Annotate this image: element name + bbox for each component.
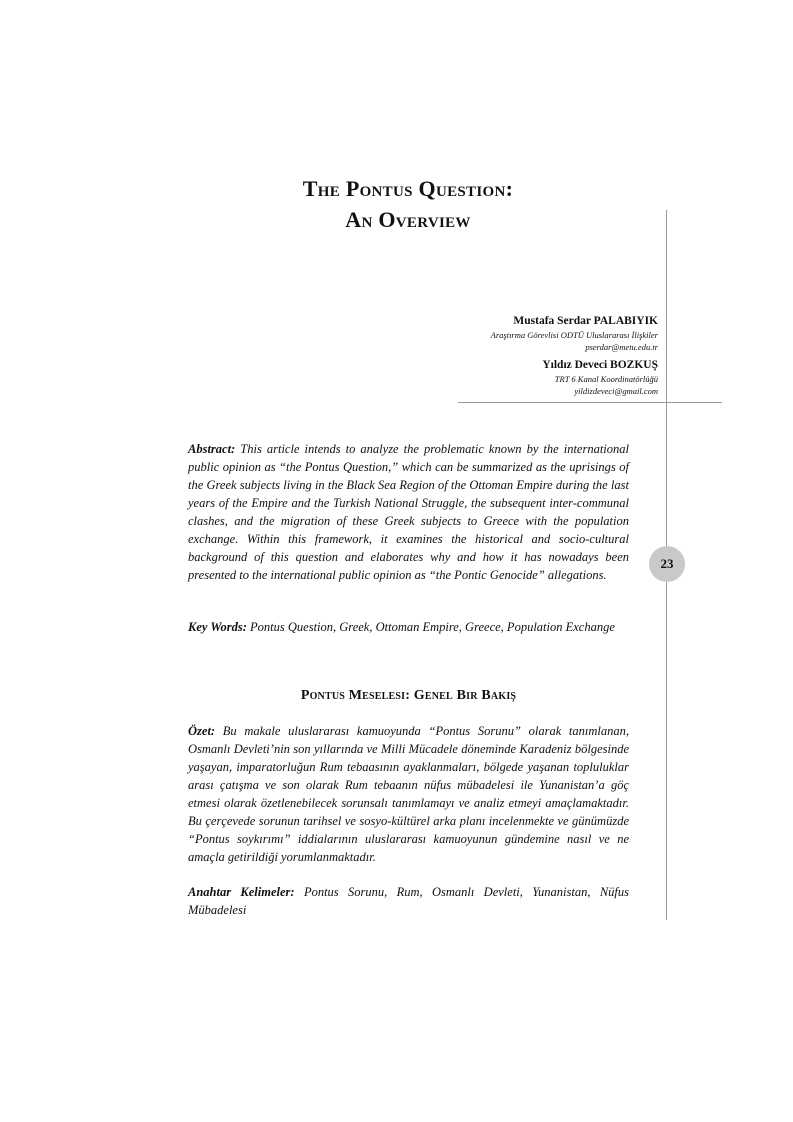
title-line-2: An Overview bbox=[345, 207, 471, 232]
abstract-paragraph bbox=[188, 440, 629, 584]
keywords-text: Pontus Question, Greek, Ottoman Empire, Greece, Population Exchange bbox=[250, 620, 615, 634]
turkish-title: Pontus Meselesi: Genel Bir Bakış bbox=[300, 688, 517, 703]
page-title bbox=[188, 173, 628, 235]
author-position: Araştırma Görevlisi ODTÜ Uluslararası İlişkiler bbox=[490, 330, 658, 340]
abstract-label: Abstract: bbox=[188, 442, 236, 456]
author-position: TRT 6 Kanal Koordinatörlüğü bbox=[554, 374, 658, 384]
anahtar-text: Pontus Sorunu, Rum, Osmanlı Devleti, Yunanistan, Nüfus Mübadelesi bbox=[188, 885, 630, 917]
author-name: Mustafa Serdar PALABIYIK bbox=[513, 315, 658, 327]
page-number-badge: 23 bbox=[649, 546, 685, 582]
ozet-label: Özet: bbox=[188, 724, 216, 738]
author-email: pserdar@metu.edu.tr bbox=[585, 342, 658, 352]
anahtar-paragraph bbox=[188, 883, 629, 919]
ozet-paragraph bbox=[188, 722, 629, 866]
title-line-1: The Pontus Question: bbox=[302, 176, 514, 201]
keywords-paragraph bbox=[188, 618, 629, 636]
abstract-text: This article intends to analyze the problematic known by the international public opinion as “the Pontus Question,” which can be summarized as the uprisings of the Greek subjects living in the Black Sea Region of the Ottoman Empire during the last years of the Empire and the Turkish National Struggle, the subsequent inter-communal clashes, and the migration of these Greek subjects to Greece with the population exchange. Within this framework, it examines the historical and socio-cultural background of this question and elaborates why and how it has nowadays been presented to the international public opinion as “the Pontic Genocide” allegations. bbox=[188, 442, 630, 582]
author-name: Yıldız Deveci BOZKUŞ bbox=[542, 359, 658, 371]
horizontal-rule bbox=[458, 402, 722, 403]
author-email: yildizdeveci@gmail.com bbox=[574, 386, 658, 396]
ozet-text: Bu makale uluslararası kamuoyunda “Pontus Sorunu” olarak tanımlanan, Osmanlı Devleti’nin son yıllarında ve Milli Mücadele döneminde Karadeniz bölgesinde yaşayan, imparatorluğun Rum tebaasının ayaklanmaları, bölgede yaşanan topluluklar arası çatışma ve son olarak Rum tebaanın nüfus mübadelesi ile Yunanistan’a göç etmesi olarak özetlenebilecek sorunsalı tanımlamayı ve analiz etmeyi amaçlamaktadır. Bu çerçevede sorunun tarihsel ve sosyo-kültürel arka planı incelenmekte ve günümüzde “Pontus soykırımı” iddialarının uluslararası kamuoyunun gündemine nasıl ve ne amaçla getirildiği yorumlanmaktadır. bbox=[188, 724, 629, 864]
anahtar-label: Anahtar Kelimeler: bbox=[188, 885, 295, 899]
keywords-label: Key Words: bbox=[188, 620, 247, 634]
author-block-2 bbox=[542, 359, 658, 397]
author-block-1 bbox=[491, 315, 658, 353]
